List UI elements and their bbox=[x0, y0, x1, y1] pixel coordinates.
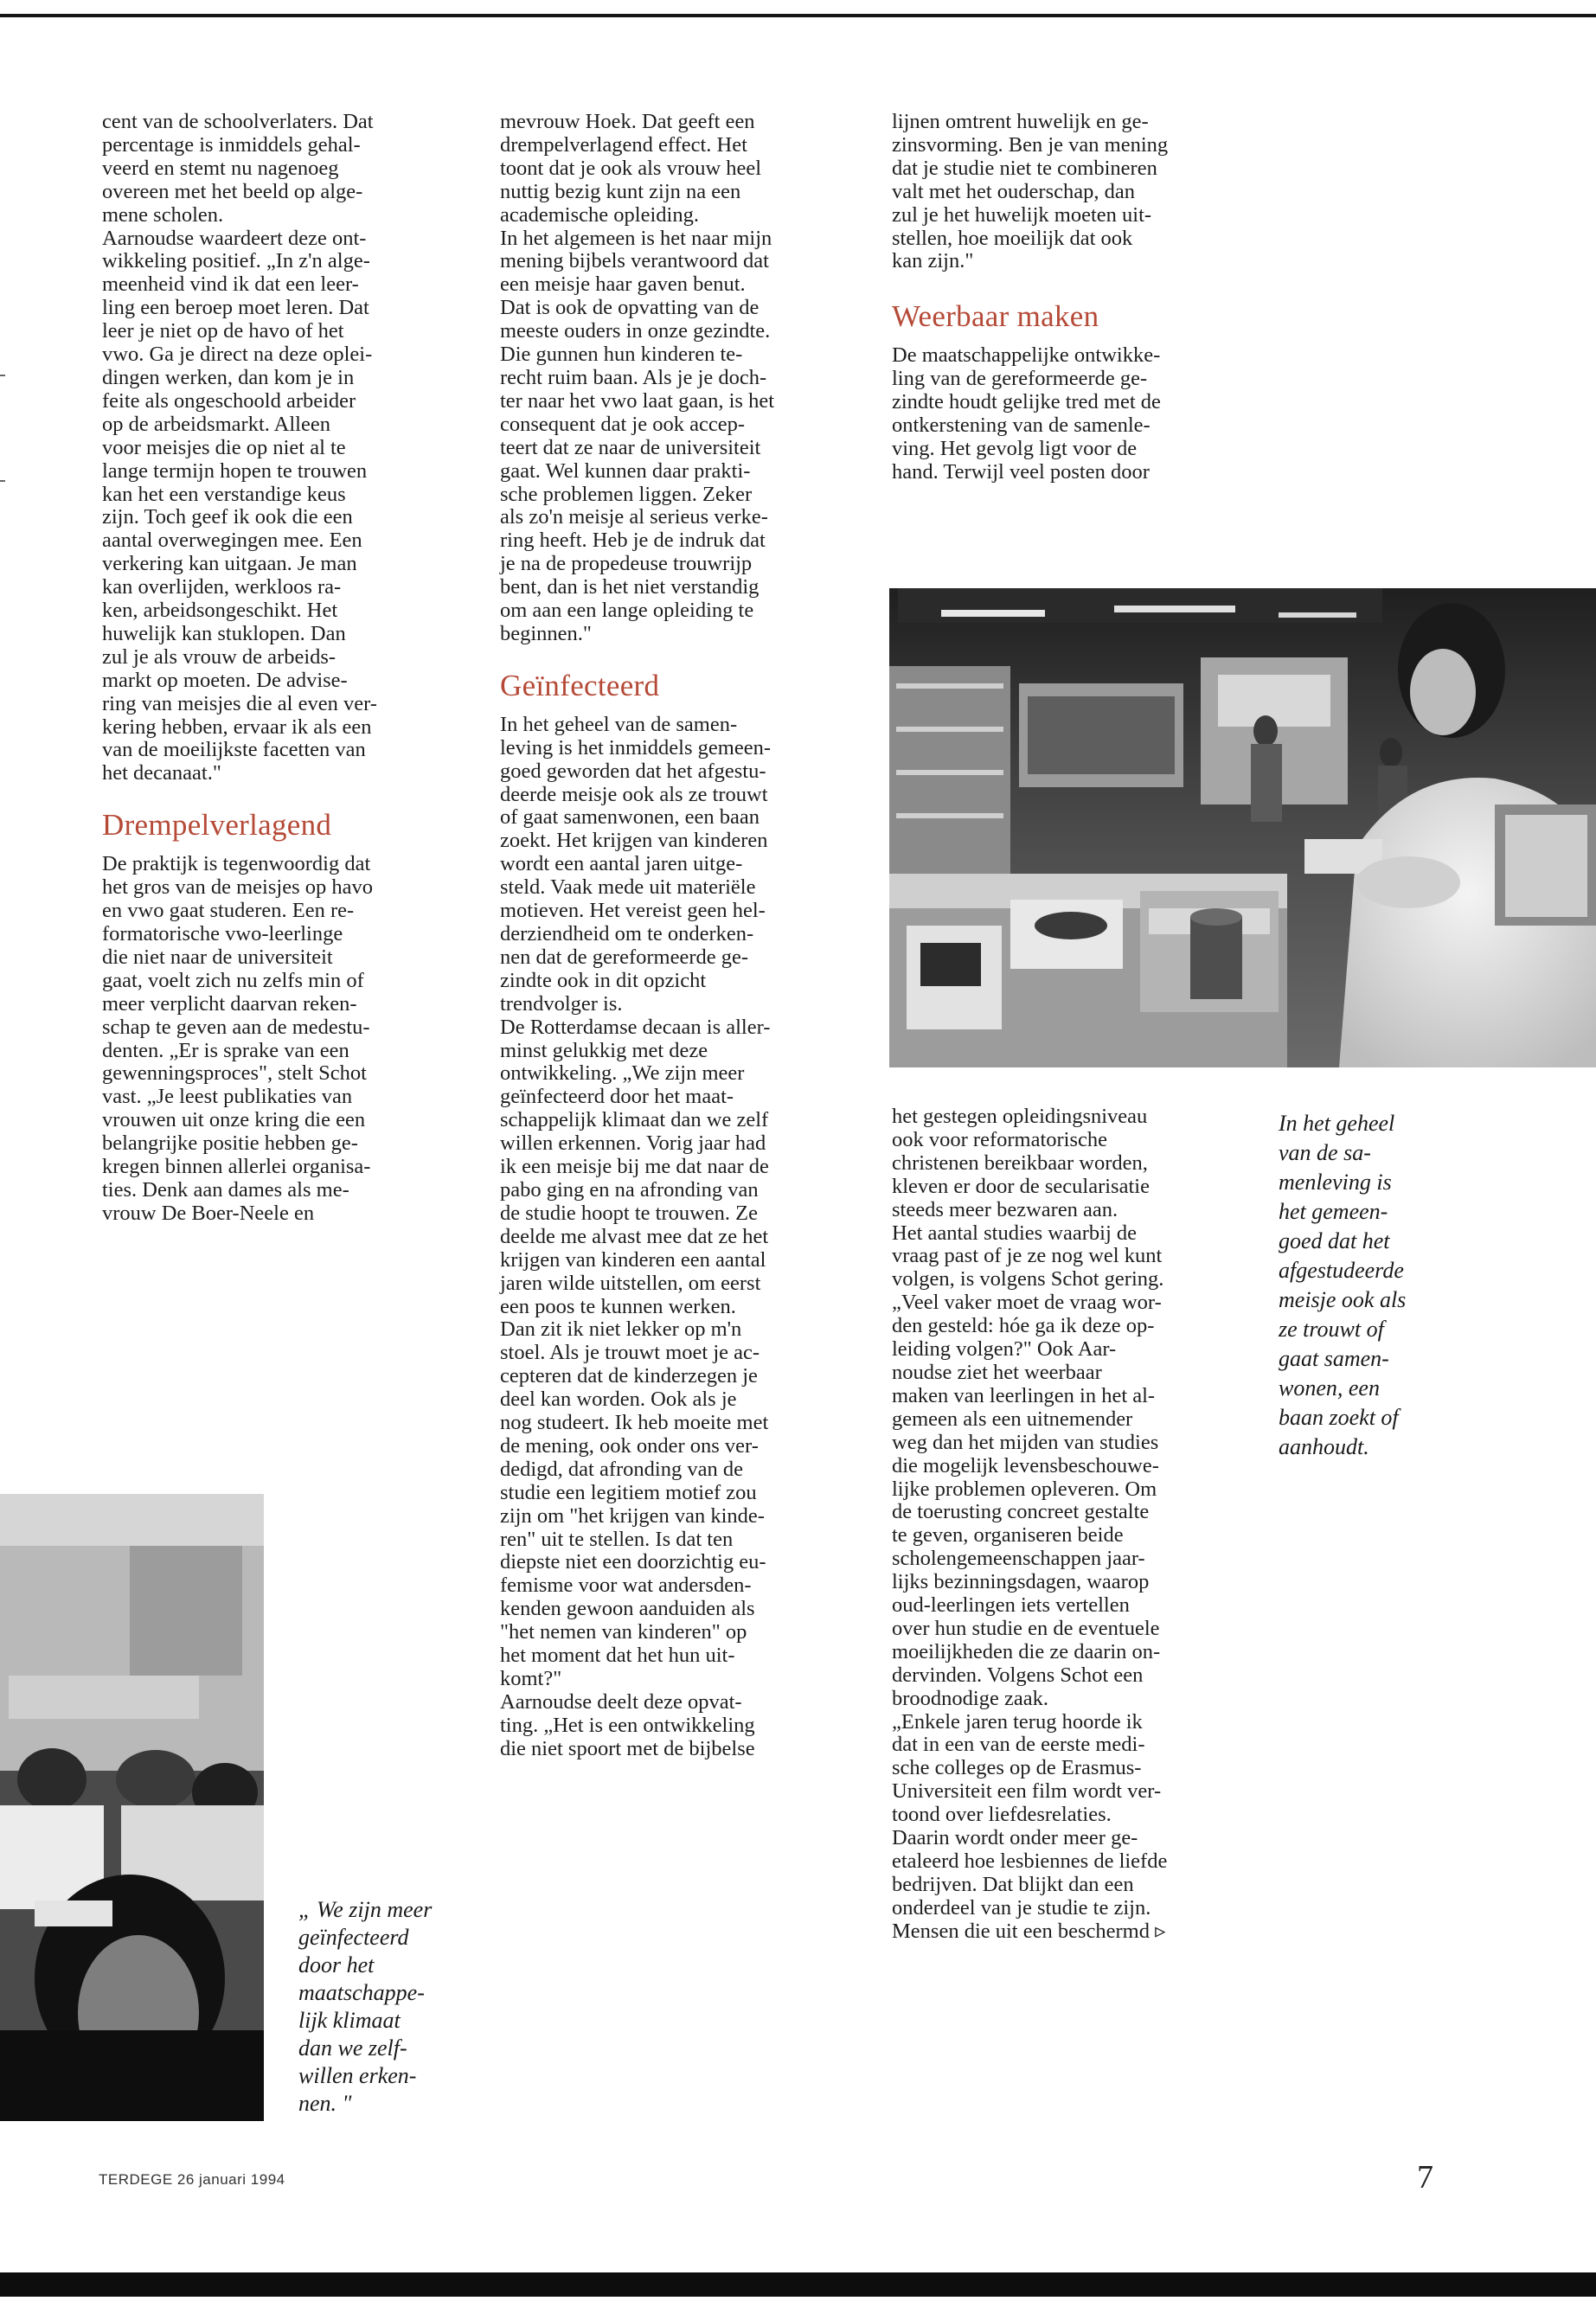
text-line: het decanaat." bbox=[102, 761, 221, 785]
text-line: de toerusting concreet gestalte bbox=[892, 1500, 1150, 1524]
text-line: kan zijn." bbox=[892, 249, 974, 273]
text-line: gaat. Wel kunnen daar prakti- bbox=[500, 458, 751, 483]
text-line: percentage is inmiddels gehal- bbox=[102, 132, 361, 157]
text-line: derziendheid om te onderken- bbox=[500, 922, 754, 945]
text-line: minst gelukkig met deze bbox=[500, 1038, 708, 1062]
text-line: de studie hoopt te trouwen. Ze bbox=[500, 1201, 759, 1225]
text-line: krijgen van kinderen een aantal bbox=[500, 1247, 766, 1272]
text-line: zoekt. Het krijgen van kinderen bbox=[500, 829, 768, 853]
text-line: baan zoekt of bbox=[1279, 1405, 1399, 1430]
text-line: deerde meisje ook als ze trouwt bbox=[500, 782, 768, 806]
text-line: meer verplicht daarvan reken- bbox=[102, 991, 357, 1016]
text-line: lijnen omtrent huwelijk en ge- bbox=[892, 110, 1149, 133]
text-line: wikkeling positief. „In z'n alge- bbox=[102, 249, 370, 273]
text-line: gaat samen- bbox=[1279, 1346, 1389, 1371]
text-line: dan we zelf- bbox=[298, 2035, 407, 2061]
text-line: In het algemeen is het naar mijn bbox=[500, 226, 772, 250]
text-line: In het geheel bbox=[1279, 1111, 1395, 1136]
text-line: maken van leerlingen in het al- bbox=[892, 1383, 1156, 1407]
text-line: cepteren dat de kinderzegen je bbox=[500, 1364, 758, 1388]
text-line: studie een legitiem motief zou bbox=[500, 1480, 757, 1504]
text-line: vraag past of je ze nog wel kunt bbox=[892, 1244, 1163, 1268]
text-line: zijn om "het krijgen van kinde- bbox=[500, 1503, 765, 1528]
text-line: zindte houdt gelijke tred met de bbox=[892, 390, 1161, 414]
text-line: een meisje haar gaven benut. bbox=[500, 272, 746, 297]
text-line: schappelijk klimaat dan we zelf bbox=[500, 1108, 769, 1132]
article-column-2 bbox=[500, 111, 863, 1761]
bottom-rule bbox=[0, 2272, 1596, 2297]
text-line: etaleerd hoe lesbiennes de liefde bbox=[892, 1849, 1168, 1873]
text-line: gewenningsproces", stelt Schot bbox=[102, 1061, 367, 1086]
text-line: moeilijkheden die ze daarin on- bbox=[892, 1639, 1161, 1663]
text-line: zindte ook in dit opzicht bbox=[500, 968, 707, 992]
text-line: die mogelijk levensbeschouwe- bbox=[892, 1453, 1159, 1477]
text-line: toond over liefdesrelaties. bbox=[892, 1803, 1112, 1827]
text-line: femisme voor wat andersden- bbox=[500, 1574, 752, 1598]
text-line: komt?" bbox=[500, 1667, 562, 1690]
text-line: meeste ouders in onze gezindte. bbox=[500, 319, 771, 343]
text-line: nog studeert. Ik heb moeite met bbox=[500, 1411, 769, 1435]
text-line: van de sa- bbox=[1279, 1140, 1371, 1165]
article-column-3 bbox=[892, 111, 1255, 484]
text-line: dervinden. Volgens Schot een bbox=[892, 1663, 1144, 1687]
column-3-text-before bbox=[892, 111, 1255, 273]
text-line: feite als ongeschoold arbeider bbox=[102, 388, 356, 413]
text-line: het gros van de meisjes op havo bbox=[102, 875, 373, 900]
text-line: schap te geven aan de medestu- bbox=[102, 1015, 370, 1039]
text-line: ties. Denk aan dames als me- bbox=[102, 1177, 349, 1202]
text-line: deel kan worden. Ook als je bbox=[500, 1388, 737, 1412]
text-line: kenden gewoon aanduiden als bbox=[500, 1597, 755, 1621]
text-line: ken, arbeidsongeschikt. Het bbox=[102, 599, 338, 623]
text-line: beginnen." bbox=[500, 621, 592, 645]
text-line: je na de propedeuse trouwrijp bbox=[500, 552, 753, 576]
text-line: recht ruim baan. Als je je doch- bbox=[500, 365, 767, 389]
column-2-text-before bbox=[500, 111, 863, 646]
text-line: dat in een van de eerste medi- bbox=[892, 1733, 1145, 1757]
text-line: „Enkele jaren terug hoorde ik bbox=[892, 1709, 1143, 1734]
text-line: nuttig bezig kunt zijn na een bbox=[500, 179, 741, 203]
text-line: zul je als vrouw de arbeids- bbox=[102, 644, 337, 669]
text-line: Mensen die uit een beschermd ▹ bbox=[892, 1919, 1166, 1943]
text-line: Het aantal studies waarbij de bbox=[892, 1221, 1138, 1245]
text-line: op de arbeidsmarkt. Alleen bbox=[102, 412, 330, 436]
text-line: ontwikkeling. „We zijn meer bbox=[500, 1061, 745, 1086]
text-line: trendvolger is. bbox=[500, 991, 623, 1016]
text-line: lange termijn hopen te trouwen bbox=[102, 458, 368, 483]
text-line: dat je studie niet te combineren bbox=[892, 156, 1157, 180]
text-line: die niet naar de universiteit bbox=[102, 945, 333, 969]
text-line: ring van meisjes die al even ver- bbox=[102, 691, 377, 715]
laboratory-photo bbox=[889, 588, 1596, 1067]
text-line: verkering kan uitgaan. Je man bbox=[102, 552, 357, 576]
text-line: Dan zit ik niet lekker op m'n bbox=[500, 1317, 742, 1342]
subheading-weerbaar-maken: Weerbaar maken bbox=[892, 299, 1099, 334]
text-line: stellen, hoe moeilijk dat ook bbox=[892, 226, 1133, 250]
text-line: die niet spoort met de bijbelse bbox=[500, 1736, 755, 1760]
text-line: consequent dat je ook accep- bbox=[500, 412, 745, 436]
text-line: kering hebben, ervaar ik als een bbox=[102, 715, 372, 739]
text-line: drempelverlagend effect. Het bbox=[500, 132, 747, 157]
pull-quote-right bbox=[1279, 1109, 1460, 1462]
text-line: motieven. Het vereist geen hel- bbox=[500, 899, 766, 923]
text-line: weg dan het mijden van studies bbox=[892, 1430, 1159, 1454]
text-line: cent van de schoolverlaters. Dat bbox=[102, 110, 374, 133]
text-line: belangrijke positie hebben ge- bbox=[102, 1131, 358, 1156]
text-line: ter naar het vwo laat gaan, is het bbox=[500, 388, 775, 413]
text-line: jaren wilde uitstellen, om eerst bbox=[500, 1271, 761, 1295]
text-line: willen erkennen. Vorig jaar had bbox=[500, 1131, 766, 1156]
text-line: formatorische vwo-leerlinge bbox=[102, 922, 343, 945]
text-line: "het nemen van kinderen" op bbox=[500, 1620, 747, 1644]
text-line: goed dat het bbox=[1279, 1228, 1390, 1253]
subheading-drempelverlagend: Drempelverlagend bbox=[102, 808, 332, 843]
text-line: teert dat ze naar de universiteit bbox=[500, 435, 761, 459]
text-line: ren" uit te stellen. Is dat ten bbox=[500, 1527, 734, 1551]
text-line: kan overlijden, werkloos ra- bbox=[102, 575, 342, 599]
text-line: vrouwen uit onze kring die een bbox=[102, 1108, 366, 1132]
text-line: oud-leerlingen iets vertellen bbox=[892, 1593, 1130, 1618]
text-line: ook voor reformatorische bbox=[892, 1127, 1107, 1151]
text-line: het gestegen opleidingsniveau bbox=[892, 1105, 1148, 1128]
text-line: door het bbox=[298, 1952, 375, 1977]
subheading-geinfecteerd: Geïnfecteerd bbox=[500, 668, 660, 702]
text-line: nen. " bbox=[298, 2091, 352, 2116]
column-3-text-after bbox=[892, 344, 1255, 484]
text-line: scholengemeenschappen jaar- bbox=[892, 1547, 1145, 1571]
text-line: aanhoudt. bbox=[1279, 1434, 1369, 1459]
text-line: geïnfecteerd bbox=[298, 1925, 409, 1950]
text-line: wordt een aantal jaren uitge- bbox=[500, 852, 743, 876]
text-line: steld. Vaak mede uit materiële bbox=[500, 875, 756, 900]
text-line: lijke problemen opleveren. Om bbox=[892, 1477, 1157, 1501]
column-1-text-before bbox=[102, 111, 458, 785]
column-2-text-after bbox=[500, 714, 863, 1761]
text-line: Universiteit een film wordt ver- bbox=[892, 1779, 1162, 1804]
text-line: voor meisjes die op niet al te bbox=[102, 435, 346, 459]
text-line: De maatschappelijke ontwikke- bbox=[892, 343, 1161, 368]
margin-tick bbox=[0, 375, 5, 376]
text-line: lijk klimaat bbox=[298, 2008, 401, 2033]
text-line: In het geheel van de samen- bbox=[500, 712, 738, 736]
footer-publication: TERDEGE 26 januari 1994 bbox=[99, 2171, 285, 2188]
text-line: bent, dan is het niet verstandig bbox=[500, 575, 760, 599]
text-line: De Rotterdamse decaan is aller- bbox=[500, 1015, 771, 1039]
text-line: leer je niet op de havo of het bbox=[102, 319, 344, 343]
text-line: huwelijk kan stuklopen. Dan bbox=[102, 621, 346, 645]
text-line: en vwo gaat studeren. Een re- bbox=[102, 899, 355, 923]
text-line: lijks bezinningsdagen, waarop bbox=[892, 1570, 1150, 1594]
text-line: volgen, is volgens Schot gering. bbox=[892, 1267, 1164, 1292]
text-line: pabo ging en na afronding van bbox=[500, 1177, 759, 1202]
text-line: denten. „Er is sprake van een bbox=[102, 1038, 349, 1062]
text-line: gemeen als een uitnemender bbox=[892, 1407, 1133, 1431]
text-line: leiding volgen?" Ook Aar- bbox=[892, 1337, 1117, 1362]
text-line: te geven, organiseren beide bbox=[892, 1523, 1124, 1548]
text-line: steeds meer bezwaren aan. bbox=[892, 1197, 1118, 1221]
text-line: kan het een verstandige keus bbox=[102, 482, 346, 506]
text-line: ze trouwt of bbox=[1279, 1317, 1384, 1342]
text-line: De praktijk is tegenwoordig dat bbox=[102, 852, 371, 876]
text-line: zijn. Toch geef ik ook die een bbox=[102, 505, 353, 529]
text-line: Aarnoudse waardeert deze ont- bbox=[102, 226, 367, 250]
text-line: onderdeel van je studie te zijn. bbox=[892, 1895, 1151, 1920]
text-line: overeen met het beeld op alge- bbox=[102, 179, 363, 203]
text-line: als zo'n meisje al serieus verke- bbox=[500, 505, 768, 529]
text-line: stoel. Als je trouwt moet je ac- bbox=[500, 1341, 760, 1365]
column-4-text bbox=[892, 1106, 1255, 1944]
text-line: academische opleiding. bbox=[500, 202, 699, 227]
text-line: om aan een lange opleiding te bbox=[500, 599, 754, 623]
text-line: maatschappe- bbox=[298, 1980, 425, 2005]
article-column-4 bbox=[892, 1106, 1255, 1944]
text-line: deelde me alvast mee dat ze het bbox=[500, 1224, 769, 1248]
text-line: ting. „Het is een ontwikkeling bbox=[500, 1713, 755, 1737]
text-line: den gesteld: hóe ga ik deze op- bbox=[892, 1314, 1155, 1338]
text-line: mene scholen. bbox=[102, 202, 224, 227]
text-line: de mening, ook onder ons ver- bbox=[500, 1433, 759, 1458]
text-line: noudse ziet het weerbaar bbox=[892, 1360, 1102, 1384]
text-line: ontkerstening van de samenle- bbox=[892, 413, 1151, 438]
text-line: broodnodige zaak. bbox=[892, 1686, 1048, 1710]
text-line: het gemeen- bbox=[1279, 1199, 1388, 1224]
text-line: afgestudeerde bbox=[1279, 1258, 1404, 1283]
text-line: kregen binnen allerlei organisa- bbox=[102, 1155, 371, 1179]
text-line: vast. „Je leest publikaties van bbox=[102, 1085, 353, 1109]
pull-quote-left bbox=[298, 1896, 480, 2118]
text-line: ling een beroep moet leren. Dat bbox=[102, 296, 369, 320]
text-line: christenen bereikbaar worden, bbox=[892, 1150, 1148, 1175]
text-line: willen erken- bbox=[298, 2063, 417, 2088]
text-line: een poos te kunnen werken. bbox=[500, 1294, 736, 1318]
text-line: toont dat je ook als vrouw heel bbox=[500, 156, 762, 180]
text-line: aantal overwegingen mee. Een bbox=[102, 529, 362, 553]
text-line: markt op moeten. De advise- bbox=[102, 668, 348, 692]
top-rule bbox=[0, 14, 1596, 17]
text-line: over hun studie en de eventuele bbox=[892, 1616, 1160, 1640]
text-line: meenheid vind ik dat een leer- bbox=[102, 272, 359, 297]
article-column-1 bbox=[102, 111, 458, 1226]
text-line: ik een meisje bij me dat naar de bbox=[500, 1155, 769, 1179]
text-line: dingen werken, dan kom je in bbox=[102, 365, 355, 389]
text-line: meisje ook als bbox=[1279, 1287, 1407, 1312]
text-line: zinsvorming. Ben je van mening bbox=[892, 132, 1169, 157]
text-line: „ We zijn meer bbox=[298, 1897, 433, 1922]
column-1-text-after bbox=[102, 853, 458, 1226]
students-photo bbox=[0, 1494, 264, 2121]
text-line: hand. Terwijl veel posten door bbox=[892, 459, 1150, 484]
text-line: geïnfecteerd door het maat- bbox=[500, 1085, 734, 1109]
text-line: of gaat samenwonen, een baan bbox=[500, 805, 760, 830]
page-number: 7 bbox=[1417, 2159, 1433, 2195]
text-line: vwo. Ga je direct na deze oplei- bbox=[102, 343, 373, 367]
text-line: bedrijven. Dat blijkt dan een bbox=[892, 1872, 1134, 1896]
text-line: Die gunnen hun kinderen te- bbox=[500, 343, 743, 367]
text-line: wonen, een bbox=[1279, 1375, 1380, 1400]
text-line: vrouw De Boer-Neele en bbox=[102, 1201, 315, 1225]
text-line: ring heeft. Heb je de indruk dat bbox=[500, 529, 766, 553]
text-line: menleving is bbox=[1279, 1170, 1392, 1195]
text-line: valt met het ouderschap, dan bbox=[892, 179, 1135, 203]
text-line: diepste niet een doorzichtig eu- bbox=[500, 1550, 766, 1574]
text-line: sche colleges op de Erasmus- bbox=[892, 1756, 1142, 1780]
text-line: dedigd, dat afronding van de bbox=[500, 1457, 743, 1481]
text-line: goed geworden dat het afgestu- bbox=[500, 759, 766, 783]
text-line: „Veel vaker moet de vraag wor- bbox=[892, 1291, 1162, 1315]
text-line: nen dat de gereformeerde ge- bbox=[500, 945, 749, 969]
text-line: mevrouw Hoek. Dat geeft een bbox=[500, 110, 755, 133]
text-line: Dat is ook de opvatting van de bbox=[500, 296, 760, 320]
text-line: ling van de gereformeerde ge- bbox=[892, 367, 1148, 391]
text-line: van de moeilijkste facetten van bbox=[102, 738, 366, 762]
text-line: leving is het inmiddels gemeen- bbox=[500, 735, 771, 760]
text-line: sche problemen liggen. Zeker bbox=[500, 482, 753, 506]
text-line: zul je het huwelijk moeten uit- bbox=[892, 202, 1152, 227]
text-line: kleven er door de secularisatie bbox=[892, 1174, 1150, 1198]
margin-tick bbox=[0, 480, 5, 482]
text-line: mening bijbels verantwoord dat bbox=[500, 249, 769, 273]
text-line: veerd en stemt nu nagenoeg bbox=[102, 156, 339, 180]
text-line: gaat, voelt zich nu zelfs min of bbox=[102, 968, 364, 992]
text-line: Daarin wordt onder meer ge- bbox=[892, 1826, 1138, 1850]
text-line: ving. Het gevolg ligt voor de bbox=[892, 436, 1138, 460]
text-line: Aarnoudse deelt deze opvat- bbox=[500, 1689, 742, 1714]
text-line: het moment dat het hun uit- bbox=[500, 1644, 735, 1668]
